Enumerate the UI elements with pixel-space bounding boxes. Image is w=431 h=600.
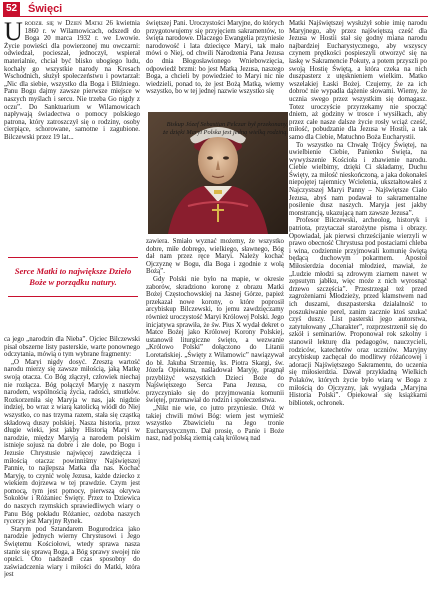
paragraph: Starym pod Sztandarem Bogurodzica jako narodzie jednych wierny Chrystusowi i Jego Świętemu Kościołowi, wtedy sprawa nasza stanie się sprawą Boga, a Bóg sprawy swojej nie opuści. Oto nadszedł czas sposobny do zaświadczenia wiary i miłości do Matki, która jest [4,525,140,579]
lead-text: 26 kwietnia 1860 r. w Wilamowicach, odszedł do Boga 20 marca 1932 r. we Lwowie. Życie powieści dla powierzonej mu owczarni: odwiedzał, pocieszał, jednoczył, wspierał materialnie, chciał być blisko ubogiego ludu, kochały go wszystkie narody na Kresach Wschodnich, służył społeczeństwu i powtarzał: „Nic dla siebie, wszystko dla Boga i Bliźniego. Panu Bogu dajmy zawsze pierwsze miejsce w naszych myślach i sercu. Nie trzeba Go nigdy z oczu”. Do Sanktuarium w Wilamowicach napływają świadectwa o pomocy polskiego patrona, który zatroszczył się o rodziny, osoby cierpiące, schorowane, samotne i zagubione. Bilczewski przez 19 lat... [4,20,140,141]
column-2-bottom [146,238,284,598]
paragraph: Gdy Polski nie było na mapie, w okresie zaborów, skradziono koronę z obrazu Matki Bożej Częstochowskiej na Jasnej Górze, papież przekazał nowe korony, o które poprosił arcybiskup Bilczewski, to jemu zawdzięczamy również uroczystość Maryi Królowej Polski. Jego inicjatywa sprawiła, że św. Pius X wydał dekret o Matce Bożej jako Królowej Korony Polskiej, ustanowił liturgiczne święto, a wezwanie „Królowo Polski” dołączono do Litanii Loretańskiej. „Święty z Wilamowic” nawiązywał do bł. Jakuba Strzemię, ks. Piotra Skargi, św. Józefa Opiekuna, naśladował Maryję, pragnął przybliżyć wszystkich Dzieci Boże do Najświętszego Serca Pana Jezusa, co przyczyniało się do przyjmowania komunii świętej, przemawiał do rodzin i społeczeństwa. [146,275,284,405]
paragraph: „O Maryi nigdy dosyć. Zresztą wartość narodu mierzy się zawsze miłością, jaką Matkę swoją otacza. Co Bóg złączył, człowiek niechaj nie rozłącza. Bóg połączył Maryję z naszym narodem, wspólnością życia, radości, smutków. Rozkorzeniła się Maryja w nas, jak nigdzie indziej, bo wraz z wiarą katolicką wiódł do Niej wszystko, co nas trzyma razem, stała się cząstką składową duszy polskiej. Nasza historia, przez długie wieki, jest jakby Historią Maryi w narodzie, między Maryją a narodem polskim istnieje sojusz na dobre i złe dole, po Bogu i Jezusie Chrystusie najwięcej zawdzięcza i miłością otacza: powinniśmy Najświętszej Pannie, to najlepsza Matka dla nas. Kochać Maryję, to czynić wolę Jezusa, każde dziecko z wiekiem dojrzewa w tej prawdzie. Czym jest pomocą, tym jest pomocy, pierwszą okrywa Sokołów i Różaniec Święty. Przez to Dziewica do naszych rzymskich sprawiedliwych wiary o Panu Bóg pokładu Różaniec, ozdoba naszych rycerzy jest Maryjny Rynek. [4,358,140,526]
page-number: 52 [3,2,20,16]
header-rule [3,16,428,17]
column-1-top [4,20,140,248]
quote-bottom-rule [8,296,138,297]
column-1-bottom [4,336,140,598]
paragraph: Matki Najświętszej wysłużył sobie imię narodu Maryjnego, aby przez najświętszą cześć dla Jezusa w Hostii stał się godny miana narodu najbardziej Eucharystycznego, aby wszyscy czynem prędkości pospieszyli otworzyć się na łaskę w Sakramencie Pokuty, a potem przyszli po swoją Hostię Świętą, a która czeka na nich duszpasterz z utęsknieniem wielkim. Matko wszelakiej Łaski Bożej. Czujemy, że za ich dobroć nie wypadła dążenie słowami. Wiemy, że ucznia swego przez wszystkim się domagasz. Totez uroczyście przyrzekamy nie spocząć dniem, aż godziny w trosce i wysiłkach, aby przez całe nasze dalsze życie rosły wciąż cześć, miłość, pobudzanie dla Jezusa w Hostii, a tak samo dla Ciebie, Matuchno Boża Eucharystii. [289,20,427,141]
paragraph: ca jego „narodzin dla Nieba”. Ojciec Bilczewski pisał obszerne listy pasterskie, warte ponownego odczytania, mówią o tym wybrane fragmenty: [4,336,140,359]
paragraph: Profesor Bilczewski, archeolog, historyk i patriota, przytaczał starożytne pisma i obrazy. Opowiadał, jak pierwsi chrześcijanie wierzyli w prawo obecność Chrystusa pod postaciami chleba i wina, codziennie przyjmowali komunię świętą będącą duchowym pokarmem. Apostoł Miłosierdzia doceniał młodzież, mawiał, że „Ludzie młodzi są zdrowym ziarnem nawet w zepsutym jabłku, więc może z nich wyrosnąć drzewo szczęścia”. Przestrzegał też przed zagrożeniami Młodzieży, przed kłamstwem nad ich duszami, duszpasterska działalność to poszukiwanie perel, zanim zacznie ktoś szukać czyś duszy. List pasterski jego autorstwa, zatytułowany „Charakter”, rozprzestrzenił się do szkół i seminariów. Proponował rok szkolny i stanowił lekturę dla pedagogów, nauczycieli, rodziców, katechetów oraz uczniów. Maryjny arcybiskup zachęcał do modlitwy różańcowej i adoracji Najświętszego Sakramentu, do uczenia się miłosierdzia. Dawał przykładną Wielkich Polaków, których życie było wiarą w Boga z miłością do Ojczyzny, jak wygłada „Maryjna Historia Polski”. Opiekował się książkami bibliotek, ochronek. [289,217,427,407]
section-title: Święci [28,3,63,15]
lead-smallcaps: rodził się w Dzień Matki [24,20,103,27]
pull-quote [4,257,142,325]
lead-paragraph [4,20,140,142]
photo-caption: Biskup Józef Sebastian Pelczar był przekonany, że dzięki Maryi Polska jest jedną wielką rodziną. [162,121,288,136]
column-3 [289,20,427,598]
page-header [0,0,431,16]
pull-quote-text: Serce Matki to największe Dzieło Boże w porządku natury. [14,266,132,287]
column-2-top [146,20,284,112]
drop-cap: U [4,20,23,46]
paragraph: zawiera. Śmiało wyznać możemy, że wszystko dobre, miłe dobrego, wielkiego, sławnego, Bóg dał nam przez ręce Maryi. Należy kochać Ojczyznę w Bogu, dla Boga i zgodnie z wolą Bożą”. [146,238,284,276]
paragraph: „Nikt nie wie, co jutro przyniesie. Otóż w takiej chwili mówi Bóg: wiem jest wymieść wszystko Zbawicielu na Jego tronie Eucharystycznym. Dał prosię, o Panie i Boże nasz, nad polską ziemią całą królową nad [146,405,284,443]
paragraph: To wszystko na Chwałę Trójcy Świętej, na uwielbienie Ciebie, Panienko Święta, na wywyższenie Kościoła i zbawienie narodu. Ciebie wielbimy, dzięki Ci składamy, Duchu Święty, za miłość nieskończoną, a jaka dokonałeś niepojętej tajemnicy Wcielenia, ukształtowałeś z Najczystszej Maryi Panny – Najświętsze Ciało Jezusa, abyś nam podawał to sakramentalne posilenie dusz naszych. Maryja jest jakby monstrancją, ukazującą nam zawsze Jezusa”. [289,141,427,217]
paragraph: świętszej Pani. Uroczystości Maryjne, do których przygotowujemy się przyjęciem sakramentów, to święta narodowe. Dlaczego Ewangelia przyniesie narodowość i lata dziecięce Maryi, tak mało mówi o Niej, od chwili Narodzenia Pana Jezusa do dnia Błogosławionego Wniebowzięcia, odpowiedź brzmi: bo jest Matką Jezusa, naszego Boga, a chcieli by powiedzieć to Maryi nic nie wiedzieli, ponad to, że jest Bożą Matką, wiemy wszystko, bo w tej jednej nazwie wszystko się [146,20,284,96]
